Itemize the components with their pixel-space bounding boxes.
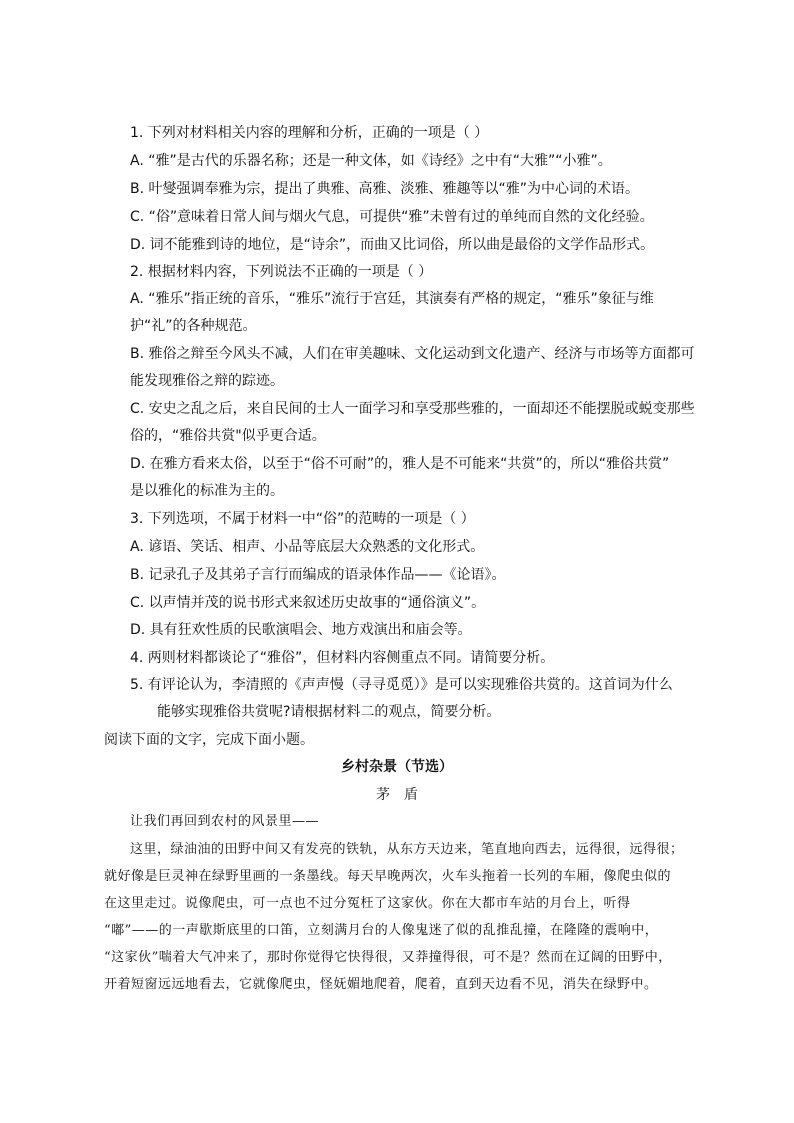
question-3-option-a: A. 谚语、笑话、相声、小品等底层大众熟悉的文化形式。 (130, 539, 485, 555)
question-1-option-c: C. “俗”意味着日常人间与烟火气息，可提供“雅”未曾有过的单纯而自然的文化经验。 (130, 209, 654, 225)
question-3-option-c: C. 以声情并茂的说书形式来叙述历史故事的“通俗演义”。 (130, 595, 486, 611)
question-5-stem-line1: 5. 有评论认为，李清照的《声声慢（寻寻觅觅）》是可以实现雅俗共赏的。这首词为什么 (130, 677, 673, 693)
question-2-option-b-line1: B. 雅俗之辩至今风头不减，人们在审美趣味、文化运动到文化遗产、经济与市场等方面都可 (130, 346, 695, 362)
reading-instruction: 阅读下面的文字，完成下面小题。 (104, 732, 314, 748)
question-2-option-c-line1: C. 安史之乱之后，来自民间的士人一面学习和享受那些雅的，一面却还不能摆脱或蜕变那些 (130, 401, 695, 417)
article-paragraph-line: 开着短窗远远地看去，它就像爬虫，怪妩媚地爬着，爬着，直到天边看不见，消失在绿野中。 (104, 977, 658, 992)
question-5-stem-line2: 能够实现雅俗共赏呢?请根据材料二的观点，简要分析。 (157, 704, 501, 720)
article-paragraph-line: 这里，绿油油的田野中间又有发亮的铁轨，从东方天边来，笔直地向西去，远得很，远得很； (130, 842, 684, 857)
article-paragraph-line: “这家伙”喘着大气冲来了，那时你觉得它快得很，又莽撞得很，可不是？然而在辽阔的田野中， (104, 950, 672, 965)
question-2-option-d-line1: D. 在雅方看来太俗，以至于“俗不可耐”的，雅人是不可能来“共赏”的，所以“雅俗共赏” (130, 456, 670, 472)
question-1-option-a: A. “雅”是古代的乐器名称；还是一种文体，如《诗经》之中有“大雅”“小雅”。 (130, 153, 612, 169)
question-1-stem: 1. 下列对材料相关内容的理解和分析，正确的一项是（ ） (130, 125, 489, 141)
article-author: 茅 盾 (376, 787, 418, 803)
question-3-option-b: B. 记录孔子及其弟子言行而编成的语录体作品——《论语》。 (130, 567, 506, 583)
article-paragraph-line: “嘟”——的一声歇斯底里的口笛，立刻满月台的人像鬼迷了似的乱推乱撞，在隆隆的震响中， (104, 923, 659, 938)
question-2-option-a-line1: A. “雅乐”指正统的音乐，“雅乐”流行于宫廷，其演奏有严格的规定，“雅乐”象征与维 (130, 291, 654, 307)
question-3-stem: 3. 下列选项，不属于材料一中“俗”的范畴的一项是（ ） (130, 511, 475, 527)
article-paragraph-line: 就好像是巨灵神在绿野里画的一条墨线。每天早晚两次，火车头拖着一长列的车厢，像爬虫似的 (104, 869, 672, 884)
question-1-option-d: D. 词不能雅到诗的地位，是“诗余”，而曲又比词俗，所以曲是最俗的文学作品形式。 (130, 237, 655, 253)
question-1-option-b: B. 叶燮强调奉雅为宗，提出了典雅、高雅、淡雅、雅趣等以“雅”为中心词的术语。 (130, 181, 640, 197)
question-3-option-d: D. 具有狂欢性质的民歌演唱会、地方戏演出和庙会等。 (130, 622, 472, 638)
question-2-stem: 2. 根据材料内容，下列说法不正确的一项是（ ） (130, 264, 433, 280)
article-paragraph-line: 让我们再回到农村的风景里—— (130, 814, 320, 829)
question-2-option-d-line2: 是以雅化的标准为主的。 (130, 483, 284, 499)
question-4-stem: 4. 两则材料都谈论了“雅俗”，但材料内容侧重点不同。请简要分析。 (130, 650, 555, 666)
article-paragraph-line: 在这里走过。说像爬虫，可一点也不过分冤枉了这家伙。你在大都市车站的月台上，听得 (104, 896, 631, 911)
question-2-option-b-line2: 能发现雅俗之辩的踪迹。 (130, 373, 284, 389)
question-2-option-c-line2: 俗的，“雅俗共赏"似乎更合适。 (130, 428, 326, 444)
question-2-option-a-line2: 护“礼”的各种规范。 (130, 318, 257, 334)
article-title: 乡村杂景（节选） (341, 759, 453, 775)
